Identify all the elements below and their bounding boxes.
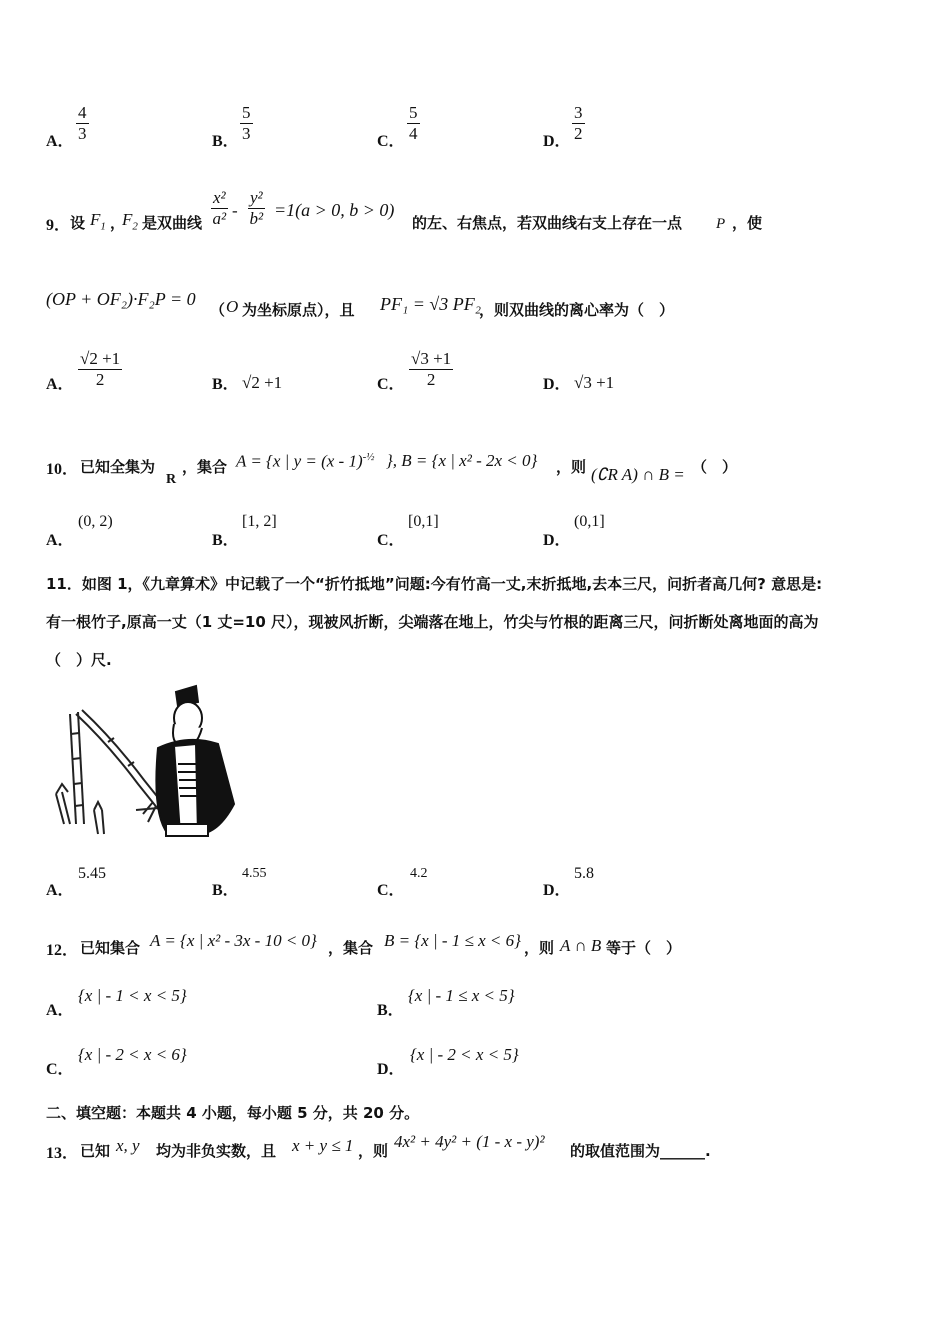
question-number: 13． [46, 1145, 79, 1162]
option-label: D． [377, 1061, 405, 1078]
option-value: (0, 2) [78, 513, 113, 530]
option-label: D． [543, 376, 571, 393]
question-text: 已知 [80, 1142, 111, 1160]
question-text: ，则双曲线的离心率为（ ） [479, 301, 675, 319]
option-label: A． [46, 1002, 74, 1019]
option-value: 4.55 [242, 866, 267, 881]
option-label: D． [543, 133, 571, 150]
question-text: ，集合 [182, 458, 228, 476]
option-label: C． [377, 133, 405, 150]
option-value: {x | - 2 < x < 5} [410, 1045, 519, 1064]
separator: ， [110, 214, 126, 232]
option-value: 4.2 [410, 866, 428, 881]
complement-expression: (∁R A) ∩ B = [591, 465, 685, 484]
paren: （ [210, 301, 226, 319]
option-fraction: 3 2 [574, 103, 583, 143]
option-fraction: 4 3 [78, 103, 87, 143]
question-text: 等于（ ） [606, 939, 682, 957]
section-heading: 二、填空题：本题共 4 小题，每小题 5 分，共 20 分。 [46, 1104, 420, 1122]
question-text: （ ） [692, 458, 738, 476]
option-value: {x | - 2 < x < 6} [78, 1045, 187, 1064]
variables: x, y [116, 1136, 140, 1155]
option-fraction: 5 3 [242, 103, 251, 143]
option-value: 5.45 [78, 865, 106, 882]
option-label: D． [543, 882, 571, 899]
point-p: P [716, 216, 726, 232]
fraction-x: x² a² [212, 188, 227, 228]
option-label: B． [212, 532, 239, 549]
question-text: 设 [70, 214, 86, 232]
question-text-line: 11．如图 1，《九章算术》中记载了一个“折竹抵地”问题:今有竹高一丈,末折抵地,去本三尺，问折者高几何? 意思是: [46, 575, 823, 593]
option-value: (0,1] [574, 513, 605, 530]
question-text: ，则 [524, 939, 555, 957]
vector-expression: (OP + OF₂)·F₂P = 0 [46, 289, 196, 309]
option-fraction: √2 +1 2 [80, 349, 121, 389]
option-value: [1, 2] [242, 513, 277, 530]
target-expression: 4x² + 4y² + (1 - x - y)² [394, 1132, 545, 1151]
minus-sign: - [232, 201, 238, 220]
question-number: 9． [46, 217, 71, 234]
question-text: ，则 [556, 458, 587, 476]
math-f2: $F_2$ [122, 210, 138, 233]
origin-o: O [226, 297, 239, 316]
option-label: C． [377, 882, 405, 899]
option-label: A． [46, 133, 74, 150]
question-text-line: （ ）尺. [46, 651, 112, 669]
option-value: √3 +1 [574, 373, 615, 392]
option-value: [0,1] [408, 513, 439, 530]
condition: =1(a > 0, b > 0) [274, 200, 395, 220]
set-a: A = {x | y = (x - 1)$^{-\frac{1}{2}}$ [236, 451, 375, 471]
option-label: B． [212, 376, 239, 393]
option-label: A． [46, 376, 74, 393]
option-value: {x | - 1 < x < 5} [78, 986, 187, 1005]
bamboo-illustration [48, 684, 238, 844]
question-number: 10． [46, 461, 79, 478]
condition: x + y ≤ 1 [292, 1136, 354, 1155]
question-text: ，集合 [328, 939, 374, 957]
option-fraction: √3 +1 2 [411, 349, 452, 389]
option-value: 5.8 [574, 865, 594, 882]
option-label: B． [212, 882, 239, 899]
question-text: 的左、右焦点，若双曲线右支上存在一点 [412, 214, 683, 232]
option-value: {x | - 1 ≤ x < 5} [408, 986, 515, 1005]
question-text: 均为非负实数，且 [156, 1142, 277, 1160]
option-label: C． [377, 376, 405, 393]
option-fraction: 5 4 [409, 103, 418, 143]
question-number: 12． [46, 942, 79, 959]
intersection-expression: A ∩ B [560, 936, 602, 955]
set-b: }, B = {x | x² - 2x < 0} [386, 451, 538, 470]
answer-blank: 的取值范围为______. [570, 1142, 711, 1160]
question-text: 已知集合 [80, 939, 141, 957]
option-label: B． [377, 1002, 404, 1019]
option-value: √2 +1 [242, 373, 283, 392]
set-b: B = {x | - 1 ≤ x < 6} [384, 931, 521, 950]
option-label: D． [543, 532, 571, 549]
option-label: C． [377, 532, 405, 549]
option-label: A． [46, 882, 74, 899]
question-text: 为坐标原点），且 [242, 301, 355, 319]
question-text: 是双曲线 [142, 214, 203, 232]
set-r: R [166, 472, 177, 487]
question-text: ，则 [358, 1142, 389, 1160]
question-text-line: 有一根竹子,原高一丈（1 丈=10 尺），现被风折断，尖端落在地上，竹尖与竹根的距离三尺，问折断处离地面的高为 [46, 613, 819, 631]
option-label: B． [212, 133, 239, 150]
set-a: A = {x | x² - 3x - 10 < 0} [150, 931, 317, 950]
fraction-y: y² b² [249, 188, 264, 228]
question-text: 已知全集为 [80, 458, 156, 476]
option-label: C． [46, 1061, 74, 1078]
question-text: ，使 [732, 214, 763, 232]
math-f1: $F_1$ [90, 210, 106, 233]
distance-expression: PF₁ = √3 PF₂ [380, 294, 482, 314]
option-label: A． [46, 532, 74, 549]
